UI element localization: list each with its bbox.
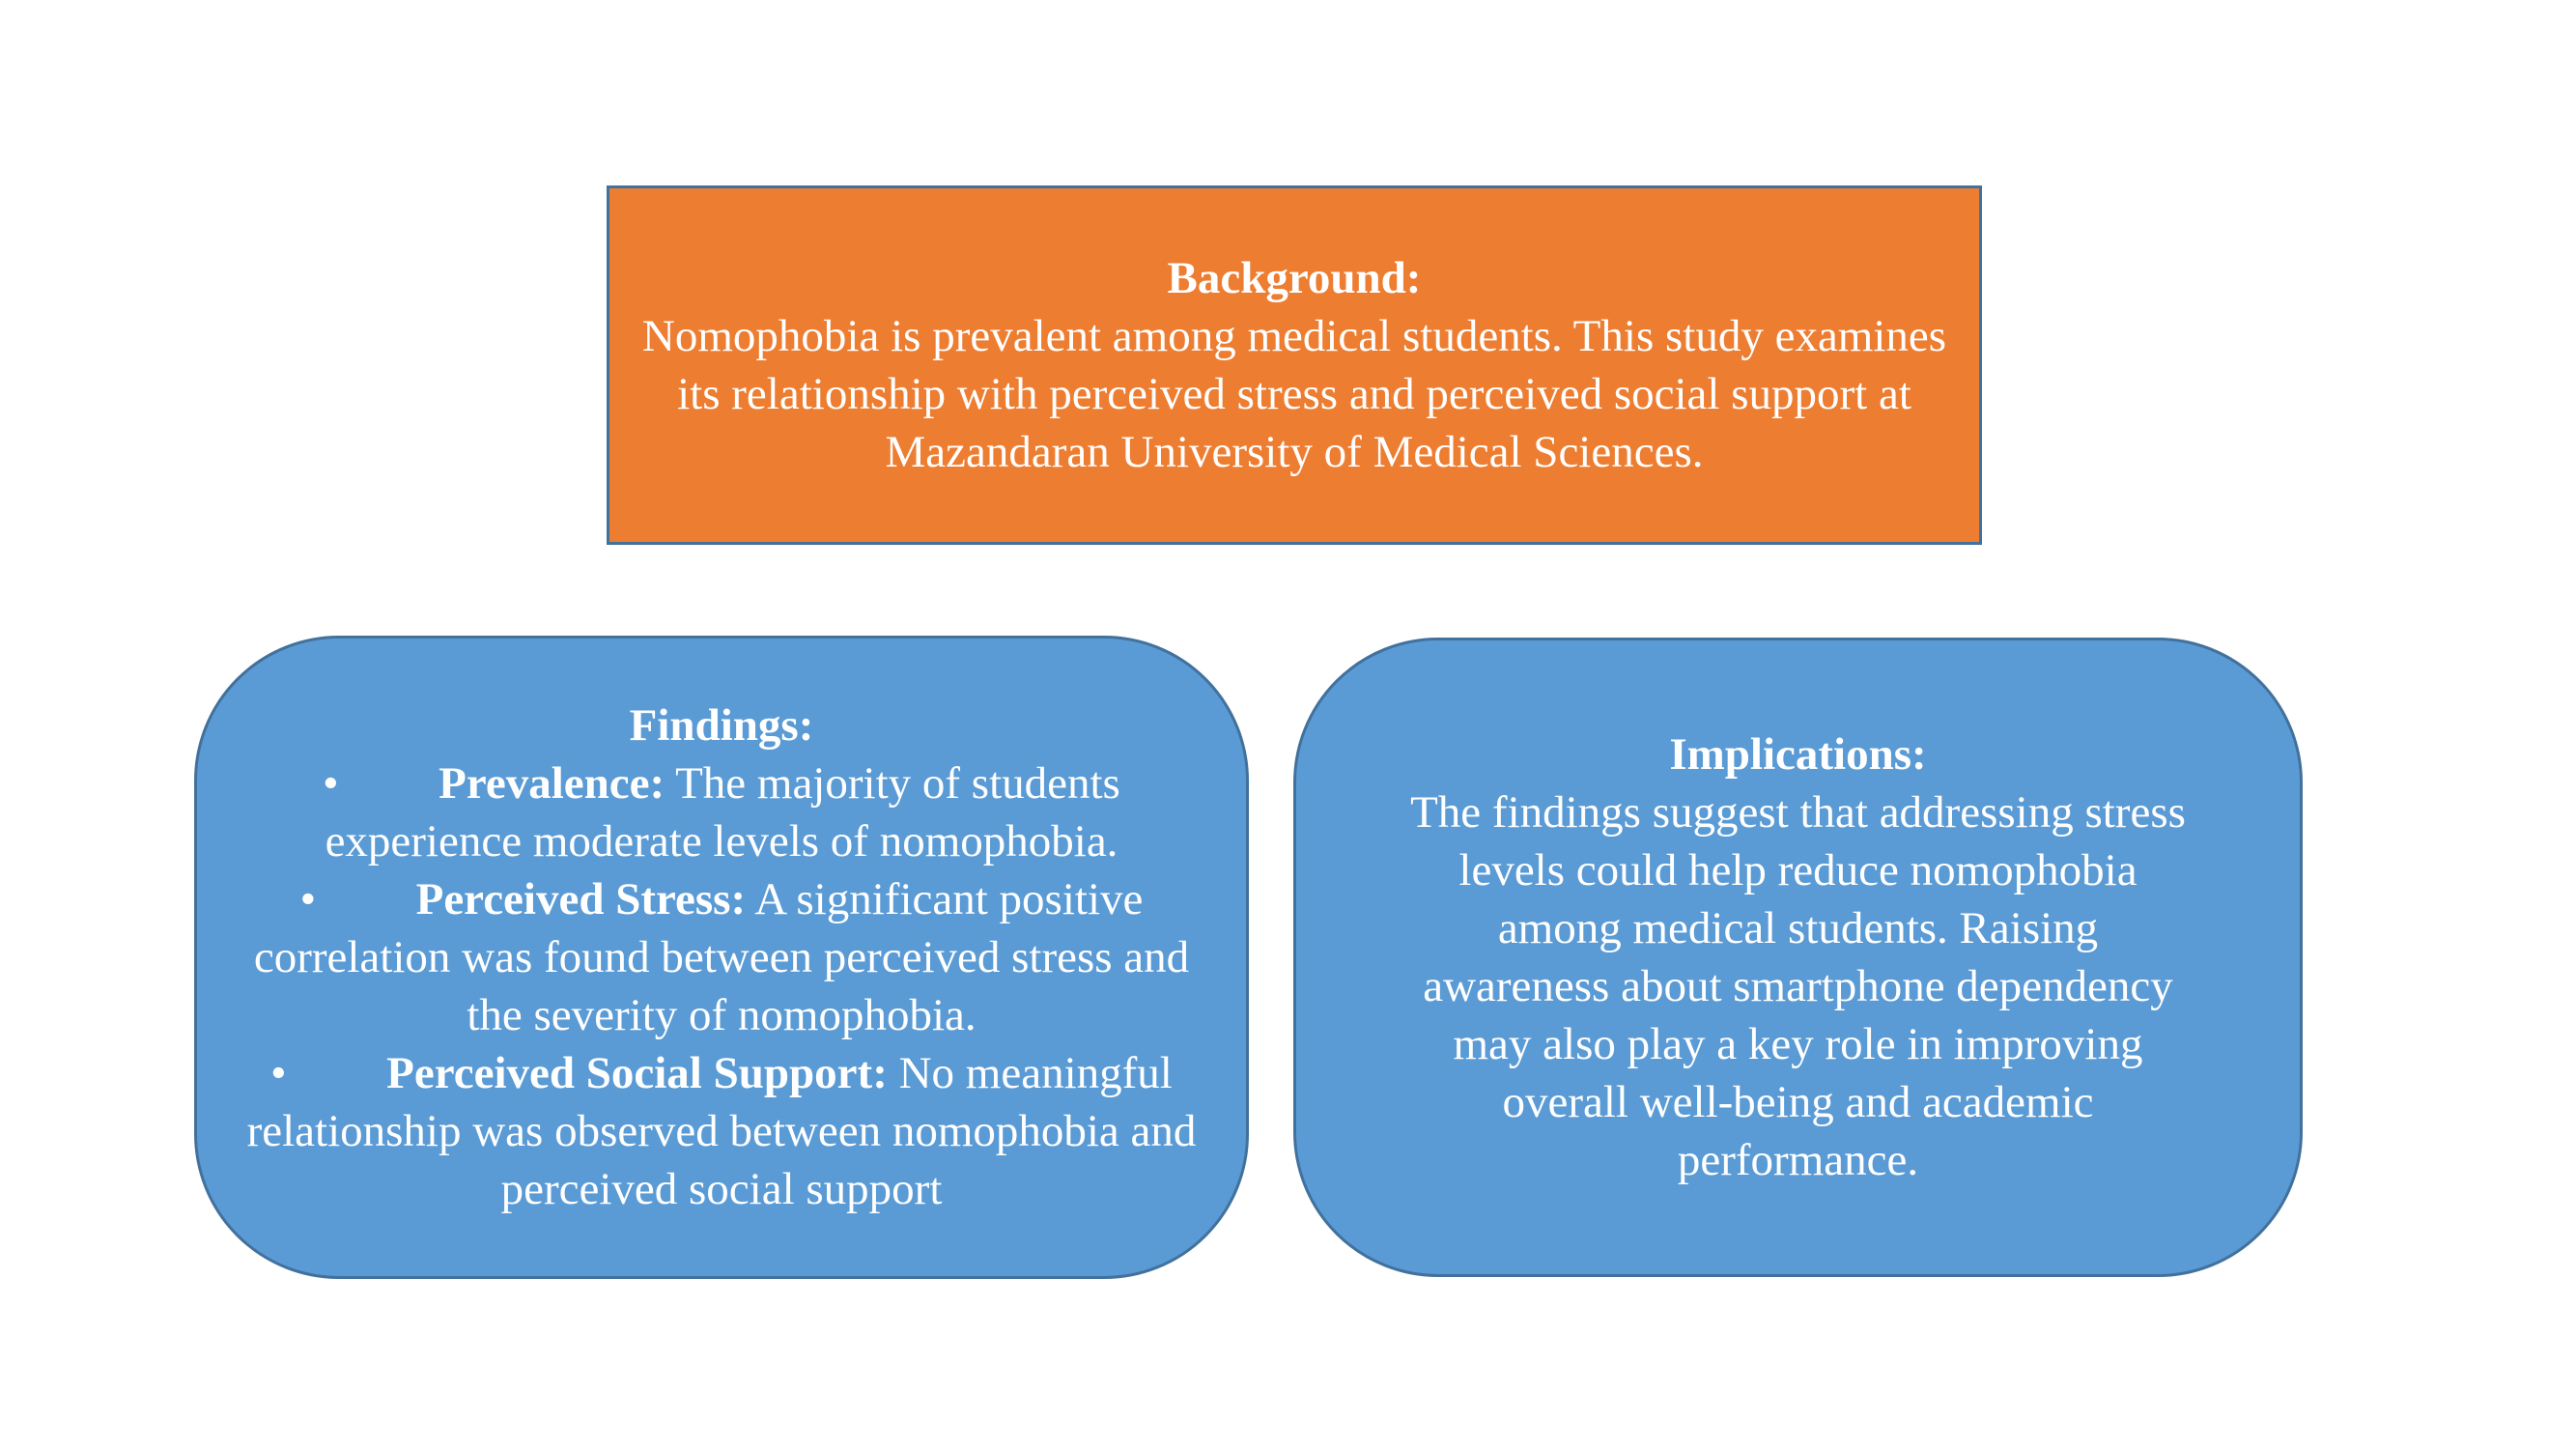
finding-text: The majority of students experience moderate levels of nomophobia. xyxy=(325,758,1120,867)
implications-heading: Implications: xyxy=(1669,729,1927,780)
finding-item-perceived-stress xyxy=(239,870,1204,1044)
bullet-icon: • xyxy=(299,874,317,924)
implications-text: The findings suggest that addressing stress levels could help reduce nomophobia among medical students. Raising awareness about smartphone dependency may also play a key role in improving overall well-being and academic performance. xyxy=(1410,787,2186,1185)
findings-heading: Findings: xyxy=(629,700,814,751)
finding-term: Perceived Stress: xyxy=(415,874,747,924)
implications-box xyxy=(1293,638,2303,1277)
background-text: Nomophobia is prevalent among medical students. This study examines its relationship with perceived stress and perceived social support at Mazandaran University of Medical Sciences. xyxy=(641,311,1947,477)
finding-text: A significant positive correlation was found between perceived stress and the severity of nomophobia. xyxy=(253,874,1190,1040)
finding-item-social-support xyxy=(239,1044,1204,1218)
bullet-icon: • xyxy=(270,1048,287,1098)
findings-box xyxy=(194,636,1249,1279)
finding-term: Perceived Social Support: xyxy=(386,1048,888,1098)
finding-text: No meaningful relationship was observed between nomophobia and perceived social support xyxy=(246,1048,1197,1214)
finding-item-prevalence xyxy=(239,754,1204,870)
background-box xyxy=(607,185,1982,545)
bullet-icon: • xyxy=(323,758,339,809)
background-heading: Background: xyxy=(1167,253,1422,303)
finding-term: Prevalence: xyxy=(439,758,665,809)
